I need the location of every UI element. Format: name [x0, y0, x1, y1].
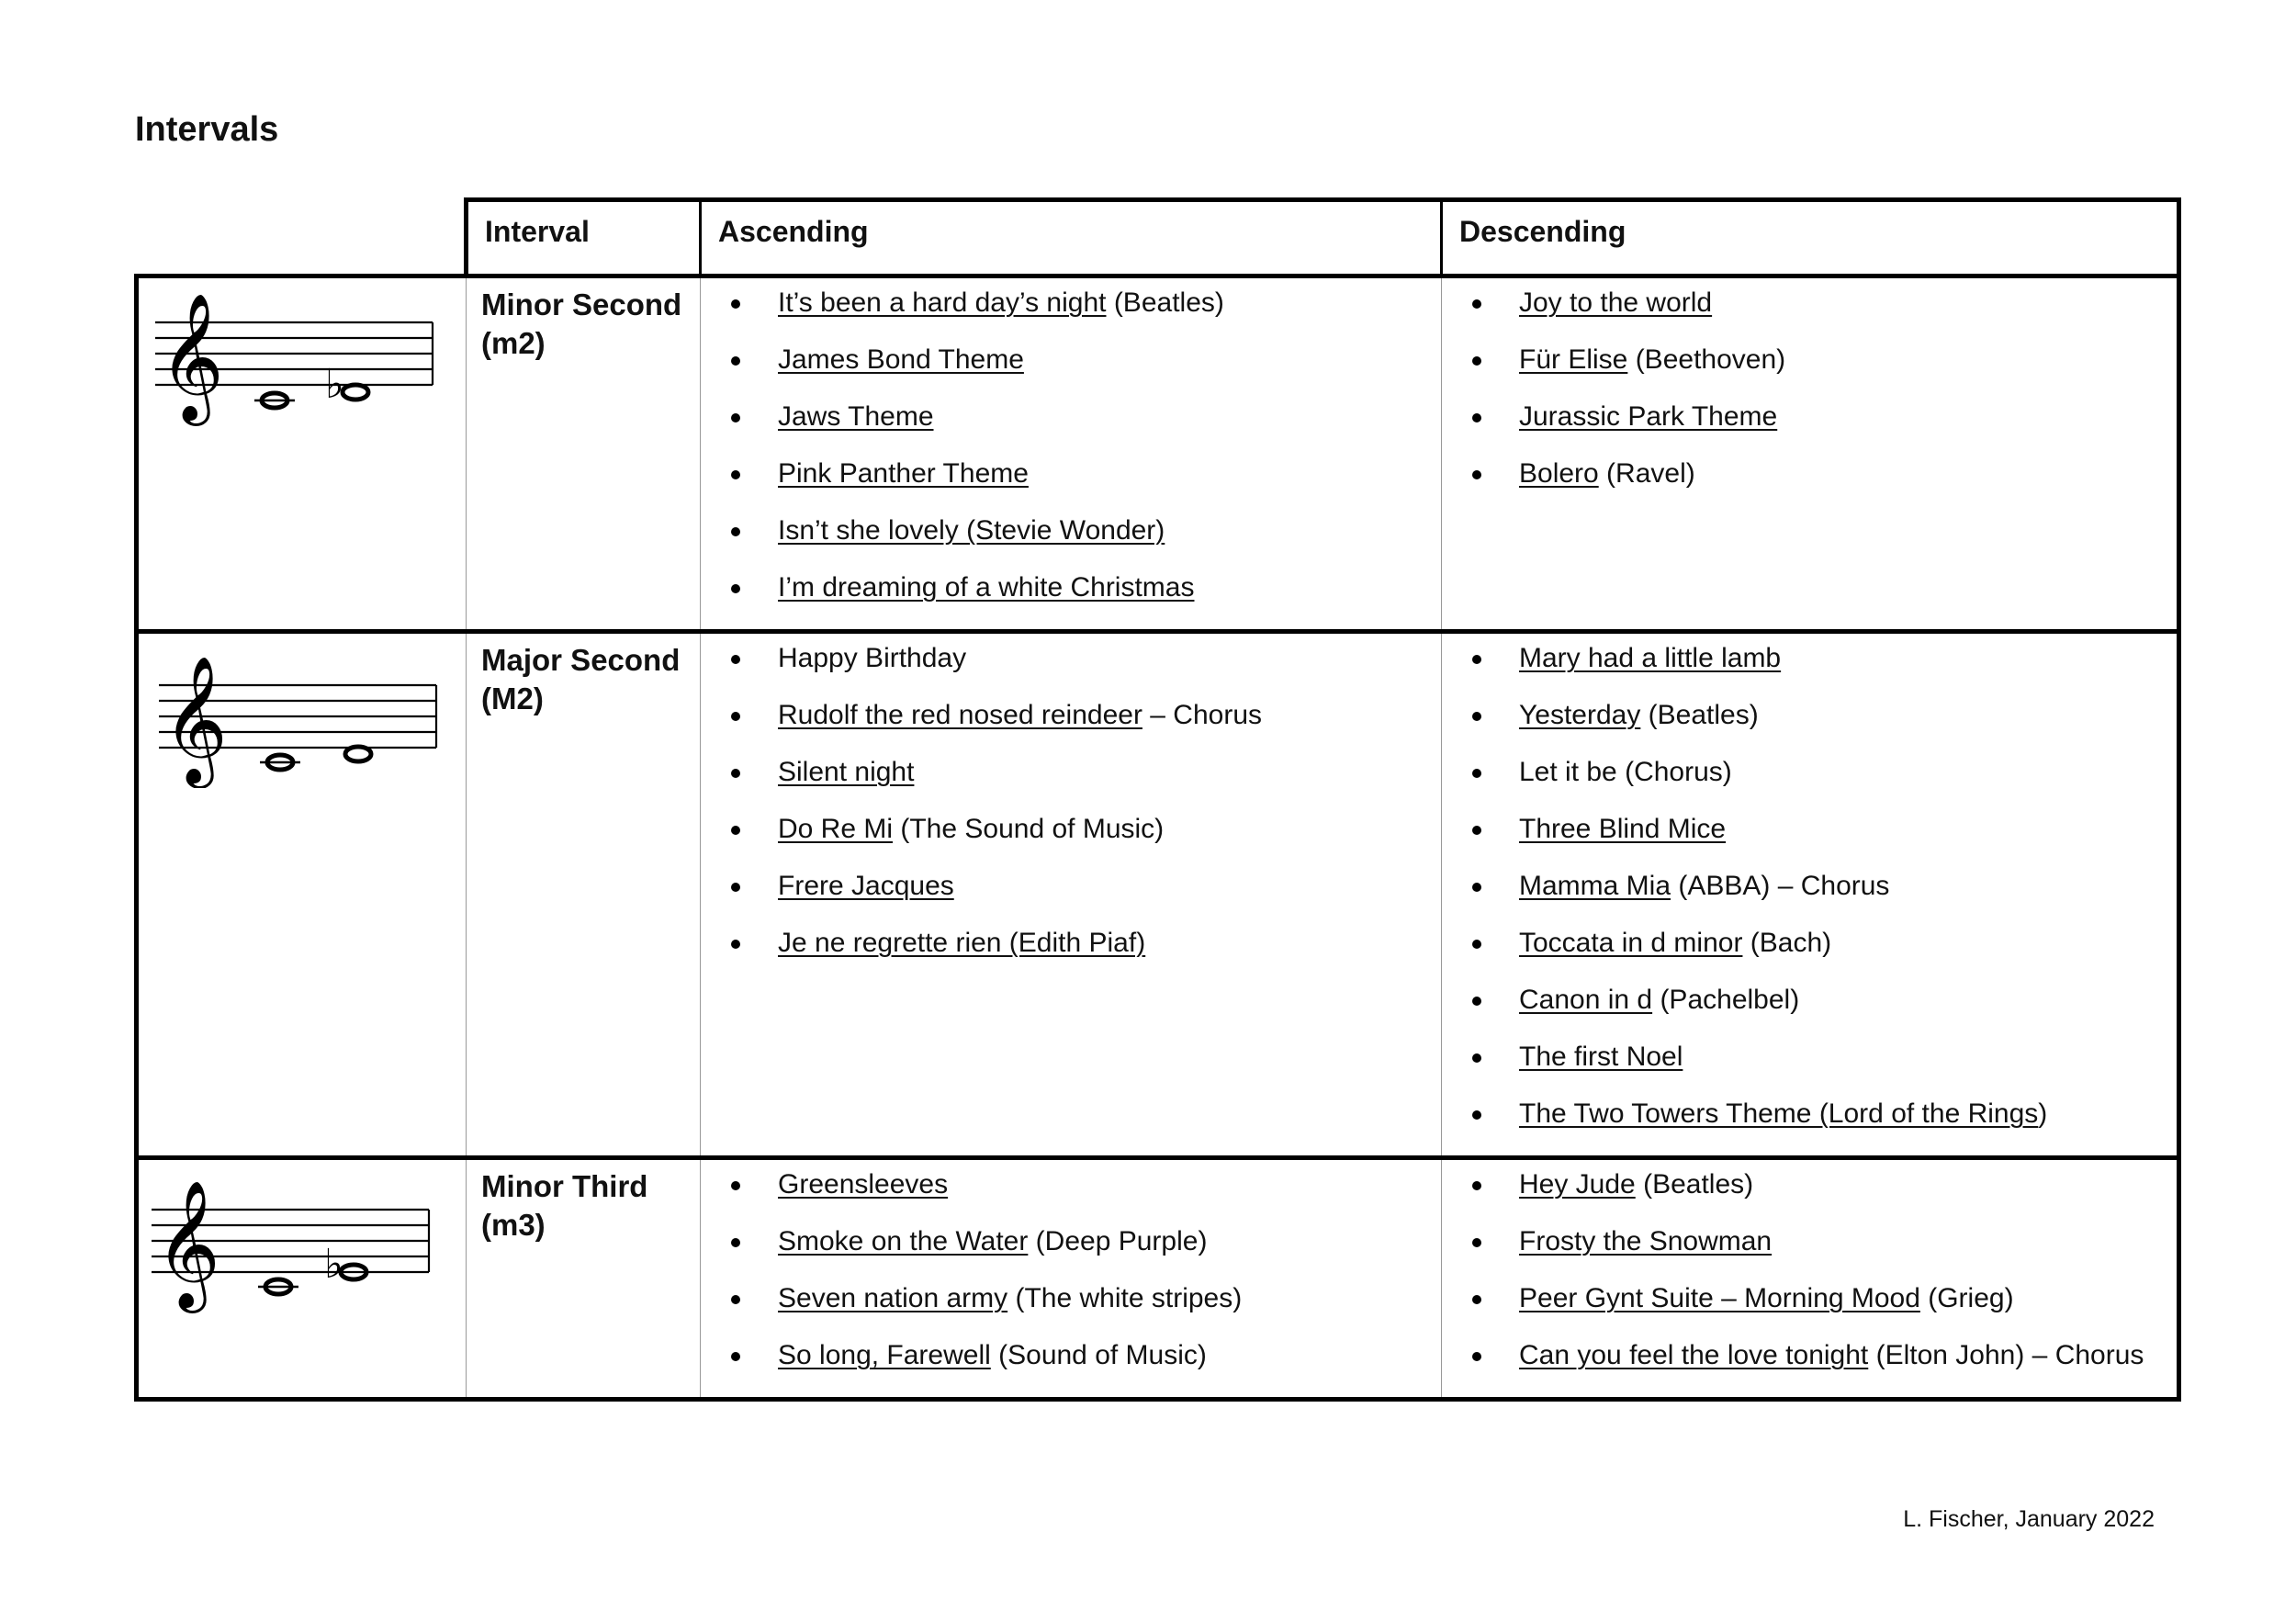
song-link[interactable]: It’s been a hard day’s night [778, 287, 1107, 318]
song-note: (ABBA) – Chorus [1671, 871, 1890, 901]
ascending-cell [701, 632, 1442, 1158]
song-link[interactable]: Rudolf the red nosed reindeer [778, 700, 1142, 730]
song-note: – Chorus [1142, 700, 1263, 730]
header-blank-cell [137, 200, 467, 276]
header-ascending: Ascending [701, 200, 1442, 276]
list-item [1442, 1283, 2177, 1340]
song-link[interactable]: Canon in d [1519, 985, 1653, 1015]
descending-list [1442, 278, 2177, 515]
descending-list [1442, 1160, 2177, 1397]
song-link[interactable]: Je ne regrette rien (Edith Piaf) [778, 928, 1146, 958]
list-item [1442, 287, 2177, 344]
song-link[interactable]: The Two Towers Theme (Lord of the Rings [1519, 1098, 2039, 1129]
svg-text:♭: ♭ [325, 361, 344, 408]
song-link[interactable]: Mamma Mia [1519, 871, 1671, 901]
list-item [701, 515, 1441, 572]
ascending-list [701, 634, 1441, 985]
song-note: (Beethoven) [1627, 344, 1786, 375]
song-note: (Beatles) [1635, 1169, 1754, 1200]
list-item [701, 700, 1441, 757]
list-item [1442, 814, 2177, 871]
song-link[interactable]: Joy to the world [1519, 287, 1713, 318]
interval-name [467, 1160, 700, 1245]
ascending-list [701, 1160, 1441, 1397]
list-item [1442, 344, 2177, 401]
interval-name-line: Minor Second [481, 287, 682, 321]
song-link[interactable]: Silent night [778, 757, 915, 787]
song-link[interactable]: Three Blind Mice [1519, 814, 1727, 844]
svg-text:𝄞: 𝄞 [163, 656, 228, 783]
song-note: ) [2038, 1098, 2048, 1129]
song-link[interactable]: Mary had a little lamb [1519, 643, 1782, 673]
song-note: Happy Birthday [778, 643, 967, 673]
song-link[interactable]: So long, Farewell [778, 1340, 991, 1370]
svg-text:𝄞: 𝄞 [159, 295, 224, 421]
svg-text:𝄞: 𝄞 [155, 1180, 220, 1308]
song-note: (The white stripes) [1007, 1283, 1243, 1313]
song-link[interactable]: Yesterday [1519, 700, 1641, 730]
list-item [701, 928, 1441, 985]
list-item [701, 1283, 1441, 1340]
song-note: (Pachelbel) [1652, 985, 1800, 1015]
song-note: (The Sound of Music) [893, 814, 1165, 844]
list-item [701, 643, 1441, 700]
song-note: (Bach) [1742, 928, 1832, 958]
header-interval: Interval [467, 200, 701, 276]
header-descending: Descending [1442, 200, 2179, 276]
list-item [1442, 643, 2177, 700]
intervals-table [134, 197, 2181, 1402]
list-item [1442, 928, 2177, 985]
interval-name-cell [467, 276, 701, 632]
song-link[interactable]: Jaws Theme [778, 401, 934, 432]
list-item [701, 572, 1441, 629]
song-note: (Deep Purple) [1028, 1226, 1208, 1256]
interval-abbr: (m3) [481, 1208, 546, 1242]
staff-cell [137, 1158, 467, 1400]
list-item [1442, 1169, 2177, 1226]
song-link[interactable]: Can you feel the love tonight [1519, 1340, 1869, 1370]
song-link[interactable]: Jurassic Park Theme [1519, 401, 1778, 432]
song-link[interactable]: Seven nation army [778, 1283, 1008, 1313]
song-link[interactable]: Peer Gynt Suite – Morning Mood [1519, 1283, 1920, 1313]
staff-c-to-e-flat-icon [144, 1164, 438, 1320]
list-item [701, 1169, 1441, 1226]
list-item [1442, 757, 2177, 814]
song-link[interactable]: Smoke on the Water [778, 1226, 1029, 1256]
song-link[interactable]: Hey Jude [1519, 1169, 1636, 1200]
ascending-list [701, 278, 1441, 629]
interval-name [467, 634, 700, 718]
svg-text:♭: ♭ [324, 1241, 343, 1288]
interval-name [467, 278, 700, 363]
table-row [137, 632, 2179, 1158]
table-row [137, 1158, 2179, 1400]
song-link[interactable]: Frere Jacques [778, 871, 954, 901]
ascending-cell [701, 276, 1442, 632]
list-item [1442, 985, 2177, 1042]
song-note: Let it be (Chorus) [1519, 757, 1732, 787]
list-item [701, 814, 1441, 871]
staff-cell [137, 276, 467, 632]
song-link[interactable]: Pink Panther Theme [778, 458, 1029, 489]
header-row [137, 200, 2179, 276]
song-note: (Beatles) [1106, 287, 1224, 318]
interval-abbr: (M2) [481, 681, 544, 715]
table-row [137, 276, 2179, 632]
descending-cell [1442, 632, 2179, 1158]
list-item [701, 1226, 1441, 1283]
song-link[interactable]: Toccata in d minor [1519, 928, 1743, 958]
song-note: (Elton John) – Chorus [1868, 1340, 2144, 1370]
list-item [1442, 401, 2177, 458]
song-note: (Grieg) [1919, 1283, 2014, 1313]
list-item [1442, 1226, 2177, 1283]
interval-name-line: Minor Third [481, 1169, 648, 1203]
song-link[interactable]: Do Re Mi [778, 814, 894, 844]
footer-credit: L. Fischer, January 2022 [1903, 1506, 2155, 1532]
list-item [701, 1340, 1441, 1397]
list-item [701, 757, 1441, 814]
list-item [1442, 458, 2177, 515]
staff-cell [137, 632, 467, 1158]
song-link[interactable]: The first Noel [1519, 1042, 1683, 1072]
song-link[interactable]: Bolero [1519, 458, 1599, 489]
song-link[interactable]: Greensleeves [778, 1169, 949, 1200]
list-item [1442, 1340, 2177, 1397]
interval-abbr: (m2) [481, 326, 546, 360]
song-note: (Beatles) [1640, 700, 1759, 730]
descending-cell [1442, 276, 2179, 632]
descending-list [1442, 634, 2177, 1155]
list-item [701, 458, 1441, 515]
song-note: (Ravel) [1598, 458, 1695, 489]
list-item [701, 871, 1441, 928]
song-link[interactable]: Isn’t she lovely (Stevie Wonder) [778, 515, 1165, 546]
list-item [701, 344, 1441, 401]
list-item [1442, 871, 2177, 928]
song-link[interactable]: Für Elise [1519, 344, 1628, 375]
song-link[interactable]: I’m dreaming of a white Christmas [778, 572, 1195, 603]
interval-name-line: Major Second [481, 643, 681, 677]
list-item [701, 287, 1441, 344]
list-item [1442, 700, 2177, 757]
song-note: (Sound of Music) [990, 1340, 1207, 1370]
list-item [701, 401, 1441, 458]
descending-cell [1442, 1158, 2179, 1400]
song-link[interactable]: James Bond Theme [778, 344, 1024, 375]
song-link[interactable]: Frosty the Snowman [1519, 1226, 1773, 1256]
interval-name-cell [467, 1158, 701, 1400]
list-item [1442, 1042, 2177, 1098]
staff-c-to-d-icon [152, 650, 445, 788]
interval-name-cell [467, 632, 701, 1158]
staff-c-to-d-flat-icon [148, 295, 442, 433]
ascending-cell [701, 1158, 1442, 1400]
list-item [1442, 1098, 2177, 1155]
page-title: Intervals [135, 110, 279, 149]
